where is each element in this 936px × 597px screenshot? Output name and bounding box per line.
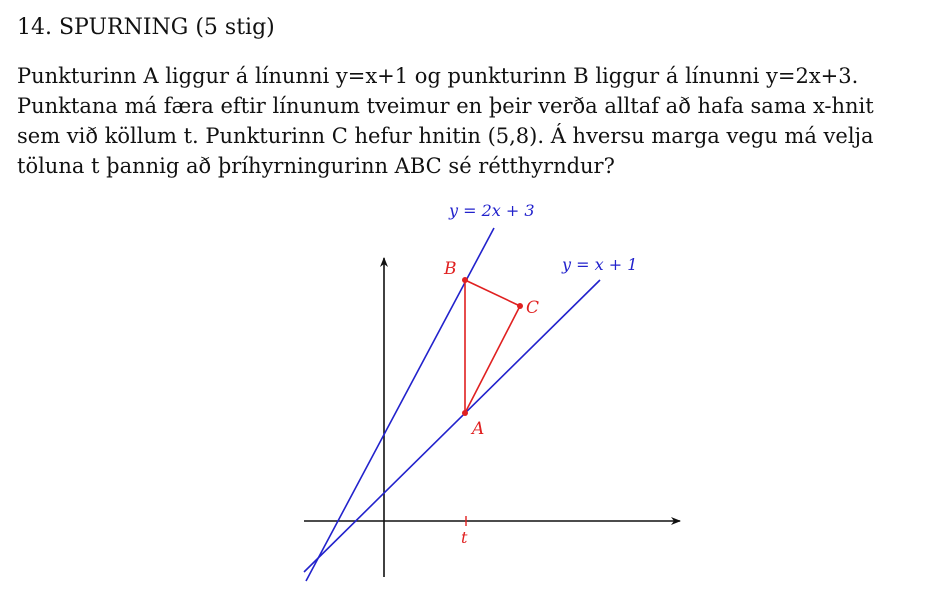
point-b-label: B: [444, 259, 457, 279]
segment-ca: [465, 306, 520, 413]
point-a-label: A: [472, 419, 485, 439]
point-c: [517, 303, 523, 309]
question-heading: 14. SPURNING (5 stig): [17, 15, 275, 40]
problem-line-3: sem við köllum t. Punkturinn C hefur hnitin (5,8). Á hversu marga vegu má velja: [17, 124, 874, 148]
line-y-x-plus-1: [304, 280, 600, 572]
point-a: [462, 410, 468, 416]
tick-t-label: t: [461, 528, 468, 547]
problem-line-4: töluna t þannig að þríhyrningurinn ABC sé rétthyrndur?: [17, 154, 615, 178]
problem-line-1: Punkturinn A liggur á línunni y=x+1 og punkturinn B liggur á línunni y=2x+3.: [17, 64, 859, 88]
segment-bc: [465, 280, 520, 306]
line-y-x-plus-1-label: y = x + 1: [562, 255, 638, 274]
point-c-label: C: [526, 298, 540, 318]
line-y-2x-plus-3-label: y = 2x + 3: [449, 201, 535, 220]
problem-line-2: Punktana má færa eftir línunum tveimur en þeir verða alltaf að hafa sama x-hnit: [17, 94, 874, 118]
point-b: [462, 277, 468, 283]
